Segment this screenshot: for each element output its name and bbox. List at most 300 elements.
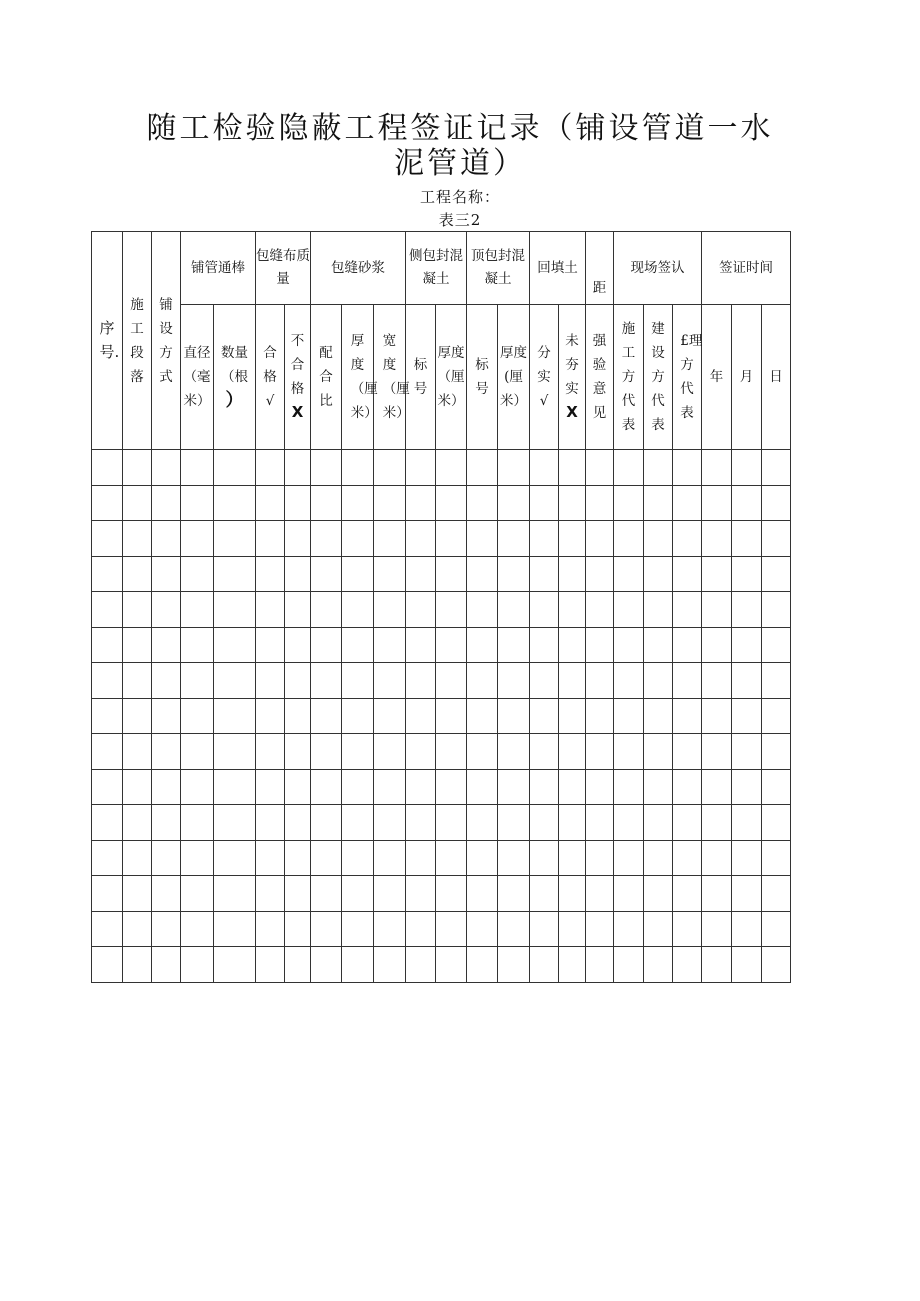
table-cell[interactable] bbox=[467, 911, 498, 947]
table-cell[interactable] bbox=[762, 627, 791, 663]
table-cell[interactable] bbox=[92, 592, 123, 628]
table-cell[interactable] bbox=[342, 663, 374, 699]
table-cell[interactable] bbox=[342, 521, 374, 557]
table-cell[interactable] bbox=[152, 734, 181, 770]
table-cell[interactable] bbox=[374, 911, 406, 947]
table-cell[interactable] bbox=[673, 521, 702, 557]
table-cell[interactable] bbox=[311, 521, 342, 557]
table-cell[interactable] bbox=[214, 663, 256, 699]
table-cell[interactable] bbox=[762, 947, 791, 983]
table-cell[interactable] bbox=[614, 805, 644, 841]
table-cell[interactable] bbox=[256, 556, 285, 592]
table-cell[interactable] bbox=[702, 485, 732, 521]
table-cell[interactable] bbox=[762, 805, 791, 841]
table-cell[interactable] bbox=[644, 450, 673, 486]
table-cell[interactable] bbox=[586, 947, 614, 983]
table-cell[interactable] bbox=[702, 521, 732, 557]
table-cell[interactable] bbox=[436, 450, 467, 486]
table-cell[interactable] bbox=[702, 876, 732, 912]
table-cell[interactable] bbox=[181, 840, 214, 876]
table-cell[interactable] bbox=[285, 769, 311, 805]
table-cell[interactable] bbox=[586, 734, 614, 770]
table-cell[interactable] bbox=[467, 556, 498, 592]
table-cell[interactable] bbox=[559, 521, 586, 557]
table-cell[interactable] bbox=[673, 805, 702, 841]
table-cell[interactable] bbox=[406, 840, 436, 876]
table-cell[interactable] bbox=[214, 592, 256, 628]
table-cell[interactable] bbox=[644, 947, 673, 983]
table-cell[interactable] bbox=[436, 876, 467, 912]
table-cell[interactable] bbox=[586, 805, 614, 841]
table-cell[interactable] bbox=[256, 769, 285, 805]
table-cell[interactable] bbox=[214, 947, 256, 983]
table-cell[interactable] bbox=[92, 805, 123, 841]
table-cell[interactable] bbox=[342, 698, 374, 734]
table-cell[interactable] bbox=[406, 450, 436, 486]
table-cell[interactable] bbox=[374, 734, 406, 770]
table-cell[interactable] bbox=[256, 947, 285, 983]
table-cell[interactable] bbox=[559, 485, 586, 521]
table-cell[interactable] bbox=[181, 556, 214, 592]
table-cell[interactable] bbox=[92, 485, 123, 521]
table-cell[interactable] bbox=[214, 805, 256, 841]
table-cell[interactable] bbox=[374, 521, 406, 557]
table-cell[interactable] bbox=[559, 450, 586, 486]
table-cell[interactable] bbox=[530, 627, 559, 663]
table-cell[interactable] bbox=[214, 627, 256, 663]
table-cell[interactable] bbox=[673, 947, 702, 983]
table-cell[interactable] bbox=[406, 663, 436, 699]
table-cell[interactable] bbox=[406, 876, 436, 912]
table-cell[interactable] bbox=[152, 769, 181, 805]
table-cell[interactable] bbox=[644, 521, 673, 557]
table-cell[interactable] bbox=[586, 627, 614, 663]
table-cell[interactable] bbox=[530, 769, 559, 805]
table-cell[interactable] bbox=[467, 663, 498, 699]
table-cell[interactable] bbox=[732, 876, 762, 912]
table-cell[interactable] bbox=[214, 698, 256, 734]
table-cell[interactable] bbox=[530, 556, 559, 592]
table-cell[interactable] bbox=[342, 876, 374, 912]
table-cell[interactable] bbox=[152, 627, 181, 663]
table-cell[interactable] bbox=[673, 627, 702, 663]
table-cell[interactable] bbox=[181, 698, 214, 734]
table-cell[interactable] bbox=[530, 947, 559, 983]
table-cell[interactable] bbox=[311, 556, 342, 592]
table-cell[interactable] bbox=[467, 627, 498, 663]
table-cell[interactable] bbox=[644, 556, 673, 592]
table-cell[interactable] bbox=[256, 805, 285, 841]
table-cell[interactable] bbox=[92, 911, 123, 947]
table-cell[interactable] bbox=[436, 627, 467, 663]
table-cell[interactable] bbox=[586, 840, 614, 876]
table-cell[interactable] bbox=[342, 769, 374, 805]
table-cell[interactable] bbox=[732, 734, 762, 770]
table-cell[interactable] bbox=[436, 663, 467, 699]
table-cell[interactable] bbox=[498, 663, 530, 699]
table-cell[interactable] bbox=[256, 627, 285, 663]
table-cell[interactable] bbox=[285, 592, 311, 628]
table-cell[interactable] bbox=[732, 947, 762, 983]
table-cell[interactable] bbox=[586, 485, 614, 521]
table-cell[interactable] bbox=[152, 521, 181, 557]
table-cell[interactable] bbox=[436, 805, 467, 841]
table-cell[interactable] bbox=[256, 592, 285, 628]
table-cell[interactable] bbox=[762, 450, 791, 486]
table-cell[interactable] bbox=[498, 947, 530, 983]
table-cell[interactable] bbox=[436, 734, 467, 770]
table-cell[interactable] bbox=[702, 769, 732, 805]
table-cell[interactable] bbox=[673, 556, 702, 592]
table-cell[interactable] bbox=[436, 947, 467, 983]
table-cell[interactable] bbox=[467, 769, 498, 805]
table-cell[interactable] bbox=[214, 769, 256, 805]
table-cell[interactable] bbox=[406, 627, 436, 663]
table-cell[interactable] bbox=[152, 698, 181, 734]
table-cell[interactable] bbox=[123, 556, 152, 592]
table-cell[interactable] bbox=[559, 556, 586, 592]
table-cell[interactable] bbox=[762, 485, 791, 521]
table-cell[interactable] bbox=[762, 556, 791, 592]
table-cell[interactable] bbox=[214, 840, 256, 876]
table-cell[interactable] bbox=[467, 876, 498, 912]
table-cell[interactable] bbox=[311, 698, 342, 734]
table-cell[interactable] bbox=[436, 521, 467, 557]
table-cell[interactable] bbox=[406, 911, 436, 947]
table-cell[interactable] bbox=[530, 911, 559, 947]
table-cell[interactable] bbox=[342, 592, 374, 628]
table-cell[interactable] bbox=[673, 485, 702, 521]
table-cell[interactable] bbox=[374, 663, 406, 699]
table-cell[interactable] bbox=[530, 734, 559, 770]
table-cell[interactable] bbox=[530, 876, 559, 912]
table-cell[interactable] bbox=[285, 911, 311, 947]
table-cell[interactable] bbox=[406, 734, 436, 770]
table-cell[interactable] bbox=[644, 592, 673, 628]
table-cell[interactable] bbox=[467, 521, 498, 557]
table-cell[interactable] bbox=[406, 947, 436, 983]
table-cell[interactable] bbox=[181, 663, 214, 699]
table-cell[interactable] bbox=[614, 450, 644, 486]
table-cell[interactable] bbox=[673, 663, 702, 699]
table-cell[interactable] bbox=[559, 627, 586, 663]
table-cell[interactable] bbox=[732, 698, 762, 734]
table-cell[interactable] bbox=[152, 911, 181, 947]
table-cell[interactable] bbox=[123, 805, 152, 841]
table-cell[interactable] bbox=[181, 805, 214, 841]
table-cell[interactable] bbox=[256, 734, 285, 770]
table-cell[interactable] bbox=[586, 769, 614, 805]
table-cell[interactable] bbox=[256, 840, 285, 876]
table-cell[interactable] bbox=[436, 485, 467, 521]
table-cell[interactable] bbox=[123, 734, 152, 770]
table-cell[interactable] bbox=[342, 911, 374, 947]
table-cell[interactable] bbox=[673, 769, 702, 805]
table-cell[interactable] bbox=[702, 450, 732, 486]
table-cell[interactable] bbox=[374, 698, 406, 734]
table-cell[interactable] bbox=[152, 663, 181, 699]
table-cell[interactable] bbox=[673, 698, 702, 734]
table-cell[interactable] bbox=[762, 663, 791, 699]
table-cell[interactable] bbox=[406, 769, 436, 805]
table-cell[interactable] bbox=[614, 663, 644, 699]
table-cell[interactable] bbox=[467, 840, 498, 876]
table-cell[interactable] bbox=[123, 947, 152, 983]
table-cell[interactable] bbox=[214, 450, 256, 486]
table-cell[interactable] bbox=[614, 592, 644, 628]
table-cell[interactable] bbox=[498, 734, 530, 770]
table-cell[interactable] bbox=[559, 698, 586, 734]
table-cell[interactable] bbox=[181, 911, 214, 947]
table-cell[interactable] bbox=[285, 485, 311, 521]
table-cell[interactable] bbox=[181, 627, 214, 663]
table-cell[interactable] bbox=[559, 734, 586, 770]
table-cell[interactable] bbox=[530, 592, 559, 628]
table-cell[interactable] bbox=[644, 876, 673, 912]
table-cell[interactable] bbox=[311, 805, 342, 841]
table-cell[interactable] bbox=[152, 840, 181, 876]
table-cell[interactable] bbox=[436, 556, 467, 592]
table-cell[interactable] bbox=[311, 840, 342, 876]
table-cell[interactable] bbox=[285, 698, 311, 734]
table-cell[interactable] bbox=[673, 876, 702, 912]
table-cell[interactable] bbox=[342, 556, 374, 592]
table-cell[interactable] bbox=[181, 734, 214, 770]
table-cell[interactable] bbox=[374, 592, 406, 628]
table-cell[interactable] bbox=[702, 556, 732, 592]
table-cell[interactable] bbox=[311, 592, 342, 628]
table-cell[interactable] bbox=[644, 627, 673, 663]
table-cell[interactable] bbox=[123, 698, 152, 734]
table-cell[interactable] bbox=[586, 556, 614, 592]
table-cell[interactable] bbox=[498, 805, 530, 841]
table-cell[interactable] bbox=[673, 840, 702, 876]
table-cell[interactable] bbox=[498, 840, 530, 876]
table-cell[interactable] bbox=[311, 911, 342, 947]
table-cell[interactable] bbox=[181, 450, 214, 486]
table-cell[interactable] bbox=[467, 947, 498, 983]
table-cell[interactable] bbox=[559, 592, 586, 628]
table-cell[interactable] bbox=[342, 805, 374, 841]
table-cell[interactable] bbox=[311, 450, 342, 486]
table-cell[interactable] bbox=[342, 734, 374, 770]
table-cell[interactable] bbox=[181, 947, 214, 983]
table-cell[interactable] bbox=[673, 734, 702, 770]
table-cell[interactable] bbox=[123, 627, 152, 663]
table-cell[interactable] bbox=[92, 450, 123, 486]
table-cell[interactable] bbox=[152, 592, 181, 628]
table-cell[interactable] bbox=[762, 521, 791, 557]
table-cell[interactable] bbox=[586, 698, 614, 734]
table-cell[interactable] bbox=[644, 698, 673, 734]
table-cell[interactable] bbox=[530, 805, 559, 841]
table-cell[interactable] bbox=[285, 876, 311, 912]
table-cell[interactable] bbox=[559, 911, 586, 947]
table-cell[interactable] bbox=[702, 911, 732, 947]
table-cell[interactable] bbox=[92, 663, 123, 699]
table-cell[interactable] bbox=[342, 450, 374, 486]
table-cell[interactable] bbox=[673, 450, 702, 486]
table-cell[interactable] bbox=[406, 698, 436, 734]
table-cell[interactable] bbox=[762, 876, 791, 912]
table-cell[interactable] bbox=[530, 521, 559, 557]
table-cell[interactable] bbox=[436, 592, 467, 628]
table-cell[interactable] bbox=[374, 627, 406, 663]
table-cell[interactable] bbox=[732, 840, 762, 876]
table-cell[interactable] bbox=[256, 663, 285, 699]
table-cell[interactable] bbox=[285, 663, 311, 699]
table-cell[interactable] bbox=[342, 947, 374, 983]
table-cell[interactable] bbox=[374, 805, 406, 841]
table-cell[interactable] bbox=[586, 450, 614, 486]
table-cell[interactable] bbox=[644, 734, 673, 770]
table-cell[interactable] bbox=[762, 769, 791, 805]
table-cell[interactable] bbox=[214, 734, 256, 770]
table-cell[interactable] bbox=[732, 450, 762, 486]
table-cell[interactable] bbox=[92, 627, 123, 663]
table-cell[interactable] bbox=[614, 947, 644, 983]
table-cell[interactable] bbox=[702, 805, 732, 841]
table-cell[interactable] bbox=[614, 769, 644, 805]
table-cell[interactable] bbox=[152, 485, 181, 521]
table-cell[interactable] bbox=[614, 840, 644, 876]
table-cell[interactable] bbox=[467, 698, 498, 734]
table-cell[interactable] bbox=[436, 769, 467, 805]
table-cell[interactable] bbox=[702, 734, 732, 770]
table-cell[interactable] bbox=[285, 840, 311, 876]
table-cell[interactable] bbox=[123, 769, 152, 805]
table-cell[interactable] bbox=[152, 450, 181, 486]
table-cell[interactable] bbox=[702, 698, 732, 734]
table-cell[interactable] bbox=[614, 485, 644, 521]
table-cell[interactable] bbox=[256, 450, 285, 486]
table-cell[interactable] bbox=[342, 485, 374, 521]
table-cell[interactable] bbox=[644, 769, 673, 805]
table-cell[interactable] bbox=[498, 698, 530, 734]
table-cell[interactable] bbox=[644, 663, 673, 699]
table-cell[interactable] bbox=[702, 592, 732, 628]
table-cell[interactable] bbox=[123, 876, 152, 912]
table-cell[interactable] bbox=[152, 876, 181, 912]
table-cell[interactable] bbox=[92, 876, 123, 912]
table-cell[interactable] bbox=[702, 947, 732, 983]
table-cell[interactable] bbox=[374, 450, 406, 486]
table-cell[interactable] bbox=[614, 556, 644, 592]
table-cell[interactable] bbox=[467, 450, 498, 486]
table-cell[interactable] bbox=[285, 805, 311, 841]
table-cell[interactable] bbox=[559, 947, 586, 983]
table-cell[interactable] bbox=[614, 698, 644, 734]
table-cell[interactable] bbox=[92, 840, 123, 876]
table-cell[interactable] bbox=[586, 911, 614, 947]
table-cell[interactable] bbox=[123, 911, 152, 947]
table-cell[interactable] bbox=[673, 592, 702, 628]
table-cell[interactable] bbox=[762, 840, 791, 876]
table-cell[interactable] bbox=[285, 556, 311, 592]
table-cell[interactable] bbox=[732, 769, 762, 805]
table-cell[interactable] bbox=[614, 627, 644, 663]
table-cell[interactable] bbox=[762, 698, 791, 734]
table-cell[interactable] bbox=[559, 840, 586, 876]
table-cell[interactable] bbox=[559, 769, 586, 805]
table-cell[interactable] bbox=[92, 769, 123, 805]
table-cell[interactable] bbox=[256, 911, 285, 947]
table-cell[interactable] bbox=[644, 805, 673, 841]
table-cell[interactable] bbox=[498, 627, 530, 663]
table-cell[interactable] bbox=[732, 592, 762, 628]
table-cell[interactable] bbox=[123, 840, 152, 876]
table-cell[interactable] bbox=[406, 556, 436, 592]
table-cell[interactable] bbox=[732, 805, 762, 841]
table-cell[interactable] bbox=[732, 521, 762, 557]
table-cell[interactable] bbox=[285, 627, 311, 663]
table-cell[interactable] bbox=[702, 627, 732, 663]
table-cell[interactable] bbox=[530, 450, 559, 486]
table-cell[interactable] bbox=[614, 734, 644, 770]
table-cell[interactable] bbox=[673, 911, 702, 947]
table-cell[interactable] bbox=[342, 627, 374, 663]
table-cell[interactable] bbox=[181, 521, 214, 557]
table-cell[interactable] bbox=[762, 734, 791, 770]
table-cell[interactable] bbox=[406, 805, 436, 841]
table-cell[interactable] bbox=[123, 592, 152, 628]
table-cell[interactable] bbox=[732, 556, 762, 592]
table-cell[interactable] bbox=[614, 911, 644, 947]
table-cell[interactable] bbox=[311, 734, 342, 770]
table-cell[interactable] bbox=[436, 911, 467, 947]
table-cell[interactable] bbox=[374, 769, 406, 805]
table-cell[interactable] bbox=[498, 521, 530, 557]
table-cell[interactable] bbox=[732, 627, 762, 663]
table-cell[interactable] bbox=[586, 521, 614, 557]
table-cell[interactable] bbox=[467, 592, 498, 628]
table-cell[interactable] bbox=[467, 485, 498, 521]
table-cell[interactable] bbox=[614, 521, 644, 557]
table-cell[interactable] bbox=[256, 698, 285, 734]
table-cell[interactable] bbox=[181, 769, 214, 805]
table-cell[interactable] bbox=[406, 592, 436, 628]
table-cell[interactable] bbox=[181, 876, 214, 912]
table-cell[interactable] bbox=[530, 840, 559, 876]
table-cell[interactable] bbox=[311, 947, 342, 983]
table-cell[interactable] bbox=[498, 769, 530, 805]
table-cell[interactable] bbox=[311, 876, 342, 912]
table-cell[interactable] bbox=[123, 663, 152, 699]
table-cell[interactable] bbox=[311, 769, 342, 805]
table-cell[interactable] bbox=[92, 521, 123, 557]
table-cell[interactable] bbox=[406, 521, 436, 557]
table-cell[interactable] bbox=[436, 698, 467, 734]
table-cell[interactable] bbox=[181, 485, 214, 521]
table-cell[interactable] bbox=[92, 947, 123, 983]
table-cell[interactable] bbox=[311, 627, 342, 663]
table-cell[interactable] bbox=[285, 521, 311, 557]
table-cell[interactable] bbox=[92, 556, 123, 592]
table-cell[interactable] bbox=[762, 911, 791, 947]
table-cell[interactable] bbox=[285, 734, 311, 770]
table-cell[interactable] bbox=[559, 876, 586, 912]
table-cell[interactable] bbox=[181, 592, 214, 628]
table-cell[interactable] bbox=[530, 485, 559, 521]
table-cell[interactable] bbox=[732, 663, 762, 699]
table-cell[interactable] bbox=[214, 556, 256, 592]
table-cell[interactable] bbox=[256, 521, 285, 557]
table-cell[interactable] bbox=[374, 876, 406, 912]
table-cell[interactable] bbox=[374, 947, 406, 983]
table-cell[interactable] bbox=[644, 911, 673, 947]
table-cell[interactable] bbox=[256, 876, 285, 912]
table-cell[interactable] bbox=[374, 485, 406, 521]
